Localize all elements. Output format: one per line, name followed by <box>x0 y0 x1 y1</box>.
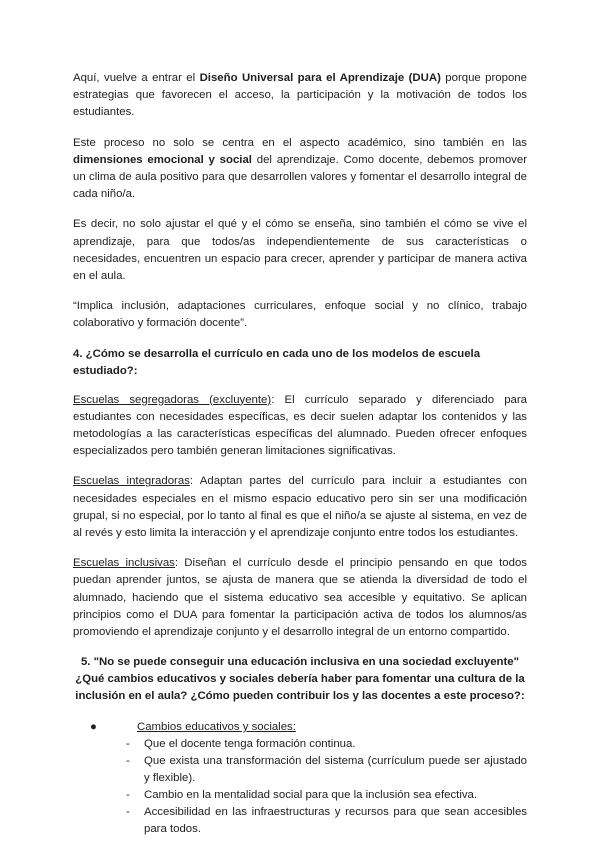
dash-icon: - <box>126 806 130 819</box>
dimensions-term: dimensiones emocional y social <box>73 153 252 166</box>
integradoras-term: Escuelas integradoras <box>73 475 190 488</box>
bullet-dot-icon: ● <box>90 721 97 734</box>
bullet-cambios <box>73 719 527 736</box>
bullet-label: Cambios educativos y sociales: <box>137 721 296 734</box>
paragraph-integradoras: Escuelas integradoras: Adaptan partes del currículo para incluir a estudiantes con necesidades especiales en el mismo espacio educativo pero sin ser una modificación grupal, si no especial, por lo tanto al final es que el niño/a se ajuste al sistema, en vez de al revés y esto limita la interacción y el aprendizaje conjunto entre todos los estudiantes. <box>73 475 527 540</box>
dash-icon: - <box>126 789 130 802</box>
question-5-heading: 5. "No se puede conseguir una educación inclusiva en una sociedad excluyente" ¿Qué cambios educativos y sociales debería haber para fomentar una cultura de la inclusión en el aula? ¿Cómo pueden contribuir los y las docentes a este proceso?: <box>75 656 525 703</box>
paragraph-dimensions: Este proceso no solo se centra en el aspecto académico, sino también en las dimensiones emocional y social del aprendizaje. Como docente, debemos promover un clima de aula positivo para que desarrollen valores y fomentar el desarrollo integral de cada niño/a. <box>73 136 527 201</box>
list-item: - Cambio en la mentalidad social para que la inclusión sea efectiva. <box>144 787 527 804</box>
paragraph-quote: “Implica inclusión, adaptaciones curriculares, enfoque social y no clínico, trabajo colaborativo y formación docente”. <box>73 300 527 330</box>
dash-icon: - <box>126 755 130 768</box>
paragraph-dua: Aquí, vuelve a entrar el Diseño Universal para el Aprendizaje (DUA) porque propone estrategias que favorecen el acceso, la participación y la motivación de todos los estudiantes. <box>73 72 527 119</box>
paragraph-inclusivas: Escuelas inclusivas: Diseñan el currículo desde el principio pensando en que todos puedan aprender juntos, se ajusta de manera que se atienda la diversidad de todo el alumnado, haciendo que el sistema educativo sea accesible y equitativo. Se aplican principios como el DUA para fomentar la participación activa de todos los alumnos/as promoviendo el aprendizaje conjunto y el desarrollo integral de un entorno compartido. <box>73 557 528 639</box>
dash-icon: - <box>126 738 130 751</box>
question-4-heading: 4. ¿Cómo se desarrolla el currículo en cada uno de los modelos de escuela estudiado?: <box>73 347 481 377</box>
paragraph-learning: Es decir, no solo ajustar el qué y el cómo se enseña, sino también el cómo se vive el aprendizaje, para que todos/as independientemente de sus características o necesidades, encuentren un espacio para crecer, aprender y participar de manera activa en el aula. <box>73 218 527 283</box>
list-item: - Accesibilidad en las infraestructuras y recursos para que sean accesibles para todos. <box>126 806 527 836</box>
segregadoras-term: Escuelas segregadoras (excluyente) <box>73 393 272 406</box>
changes-list <box>73 736 527 838</box>
inclusivas-term: Escuelas inclusivas <box>73 557 175 570</box>
list-item: - Que el docente tenga formación continua. <box>144 736 527 753</box>
list-item: - Que exista una transformación del sistema (currículum puede ser ajustado y flexible). <box>126 755 527 785</box>
paragraph-segregadoras: Escuelas segregadoras (excluyente): El currículo separado y diferenciado para estudiantes con necesidades específicas, es decir suelen adaptar los contenidos y las metodologías a las características específicas del alumnado. Pueden ofrecer enfoques especializados pero también generan limitaciones significativas. <box>73 393 527 458</box>
dua-term: Diseño Universal para el Aprendizaje (DUA) <box>199 72 441 84</box>
